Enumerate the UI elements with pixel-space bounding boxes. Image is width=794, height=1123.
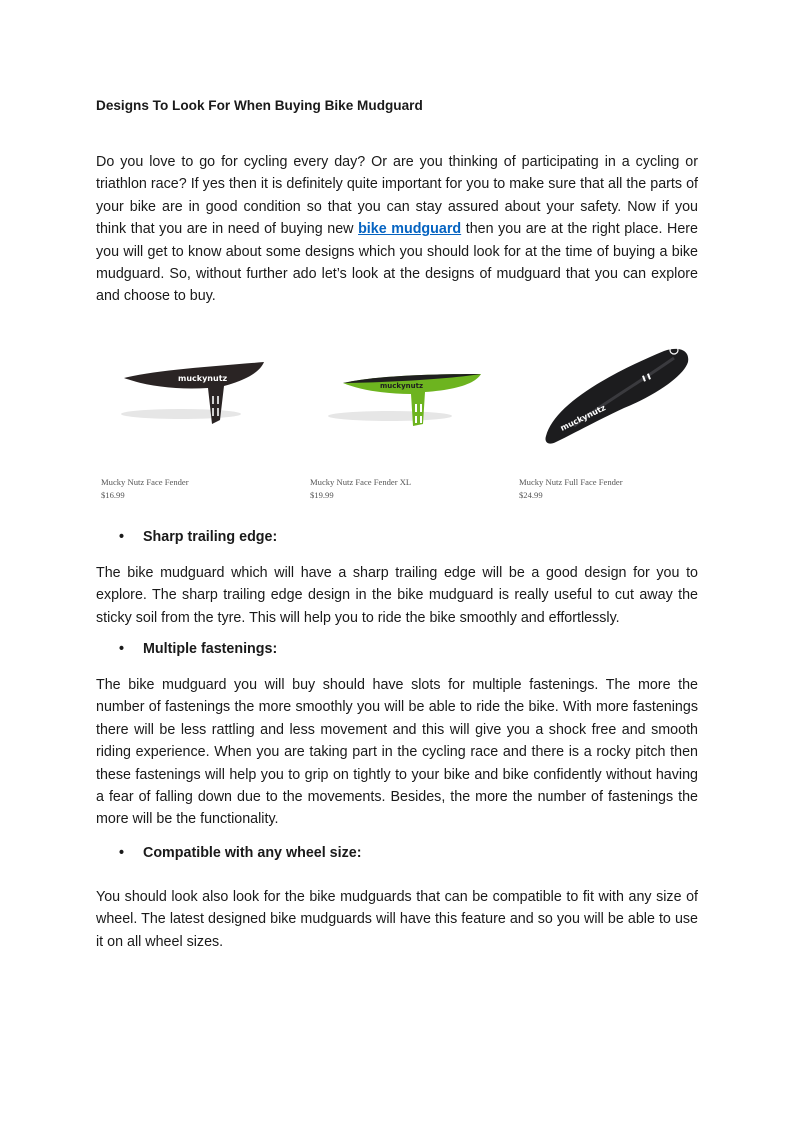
product-price: $16.99 [101,490,125,500]
product-strip [96,336,706,506]
product-price: $19.99 [310,490,334,500]
product-card[interactable] [305,336,505,506]
svg-text:muckynutz: muckynutz [380,382,424,390]
section-body: The bike mudguard you will buy should have slots for multiple fastenings. The more the number of fastenings the more smoothly you will be able to ride the bike. With more fastenings there will be less rattling and less movement and this will give you a shock free and smooth riding experience. When you are taking part in the cycling race and there is a rocky pitch then these fastenings will help you to grip on tightly to your bike and bike confidently without having a fear of falling down due to the movements. Besides, the more the number of fastenings the more will be the functionality. [96,677,698,828]
svg-text:muckynutz: muckynutz [558,403,608,433]
bike-mudguard-link[interactable]: bike mudguard [358,221,462,238]
page-title: Designs To Look For When Buying Bike Mudguard [96,98,423,113]
intro-paragraph [96,151,698,308]
product-name[interactable]: Mucky Nutz Face Fender [101,477,189,487]
section-heading: • Multiple fastenings: [120,641,277,657]
product-name[interactable]: Mucky Nutz Face Fender XL [310,477,412,487]
section-heading: • Sharp trailing edge: [120,529,277,545]
intro-text-before: Do you love to go for cycling every day? Or are you thinking of participating in a cycling or triathlon race? If yes then it is definitely quite important for you to make sure that all the parts of your bike are in good condition so that you can stay assured about your safety. Now if you think that you are in need of buying new [96,154,698,238]
section-body: You should look also look for the bike mudguards that can be compatible to fit with any size of wheel. The latest designed bike mudguards will have this feature and so you will be able to use it on all wheel sizes. [96,889,698,950]
mudguard-image [305,336,505,476]
svg-text:muckynutz: muckynutz [178,374,228,383]
product-card[interactable] [96,336,296,506]
intro-text-after: then you are at the right place. Here you will get to know about some designs which you should look for at the time of buying a bike mudguard. So, without further ado let’s look at the designs of mudguard that you can explore and choose to buy. [96,221,698,305]
product-card[interactable] [514,336,714,506]
section-body: The bike mudguard which will have a sharp trailing edge will be a good design for you to explore. The sharp trailing edge design in the bike mudguard is really useful to cut away the sticky soil from the tyre. This will help you to ride the bike smoothly and effortlessly. [96,565,698,626]
mudguard-image [514,336,714,476]
product-name[interactable]: Mucky Nutz Full Face Fender [519,477,623,487]
product-price: $24.99 [519,490,543,500]
mudguard-image [96,336,296,476]
section-heading: • Compatible with any wheel size: [120,845,361,861]
